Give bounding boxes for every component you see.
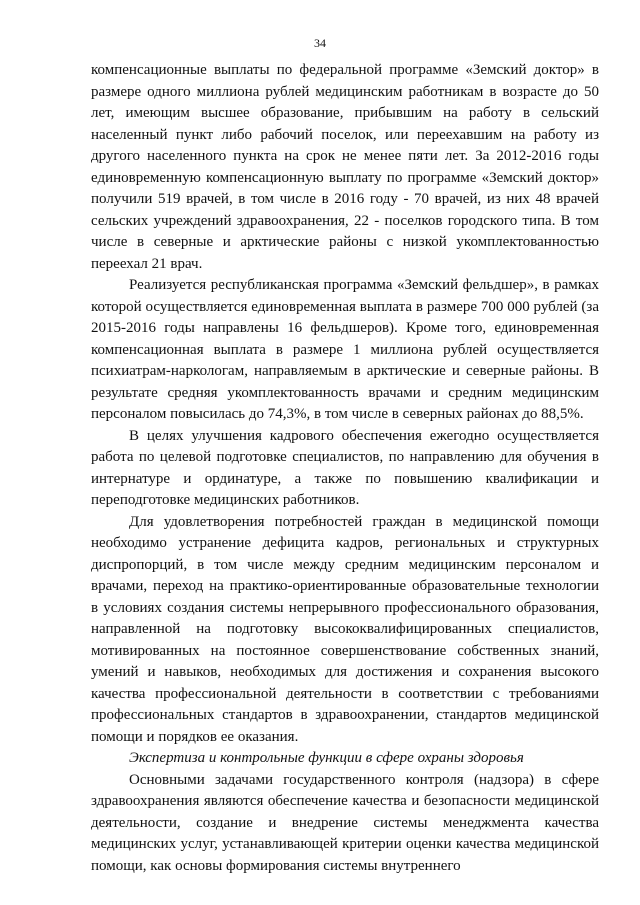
- paragraph-continuation: компенсационные выплаты по федеральной программе «Земский доктор» в размере одного миллиона рублей медицинским работникам в возрасте до 50 лет, имеющим высшее образование, прибывшим на работу в сельский населенный пункт либо рабочий поселок, или переехавшим на работу из другого населенного пункта на срок не менее пяти лет. За 2012-2016 годы единовременную компенсационную выплату по программе «Земский доктор» получили 519 врачей, в том числе в 2016 году - 70 врачей, из них 48 врачей сельских учреждений здравоохранения, 22 - поселков городского типа. В том числе в северные и арктические районы с низкой укомплектованностью переехал 21 врач.: [91, 62, 599, 272]
- paragraph-zemsky-feldsher: Реализуется республиканская программа «Земский фельдшер», в рамках которой осуществляется единовременная выплата в размере 700 000 рублей (за 2015-2016 годы направлены 16 фельдшеров). Кроме того, единовременная компенсационная выплата в размере 1 миллиона рублей осуществляется психиатрам-наркологам, направляемым в арктические и северные районы. В результате средняя укомплектованность врачами и средним медицинским персоналом повысилась до 74,3%, в том числе в северных районах до 88,5%.: [91, 277, 599, 422]
- paragraph-state-control: Основными задачами государственного контроля (надзора) в сфере здравоохранения являются обеспечение качества и безопасности медицинской деятельности, создание и внедрение системы менеджмента качества медицинских услуг, устанавливающей критерии оценки качества медицинской помощи, как основы формирования системы внутреннего: [91, 771, 599, 874]
- paragraph-staffing: В целях улучшения кадрового обеспечения ежегодно осуществляется работа по целевой подготовке специалистов, по направлению для обучения в интернатуре и ординатуре, а также по повышению квалификации и переподготовке медицинских работников.: [91, 427, 599, 508]
- section-heading: Экспертиза и контрольные функции в сфере охраны здоровья: [129, 750, 524, 766]
- paragraph-needs: Для удовлетворения потребностей граждан в медицинской помощи необходимо устранение дефицита кадров, региональных и структурных диспропорций, в том числе между средним медицинским персоналом и врачами, переход на практико-ориентированные образовательные технологии в условиях создания системы непрерывного профессионального образования, направленной на подготовку высококвалифицированных специалистов, мотивированных на постоянное совершенствование собственных знаний, умений и навыков, необходимых для достижения и сохранения высокого качества профессиональной деятельности в соответствии с требованиями профессиональных стандартов в здравоохранении, стандартов медицинской помощи и порядков ее оказания.: [91, 513, 599, 745]
- document-body: [91, 60, 599, 877]
- page-number: 34: [314, 36, 326, 50]
